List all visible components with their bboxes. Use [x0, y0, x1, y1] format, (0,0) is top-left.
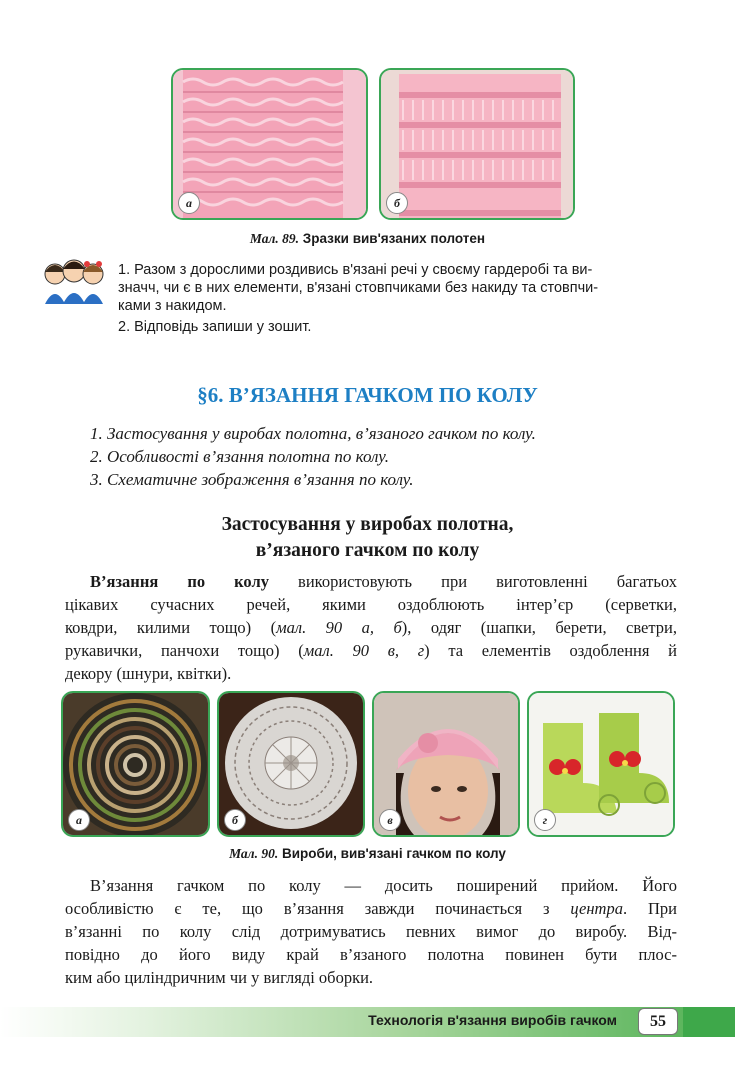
text-span: використовують при виготовленні багатьох	[268, 572, 677, 591]
task-line: значч, чи є в них елементи, в'язані стовпчиками без накиду та стовпчи-	[118, 280, 599, 296]
figure-label-a: а	[178, 192, 200, 214]
figure-89-caption	[0, 231, 735, 247]
text-span: ) та елементів оздоблення й	[424, 641, 677, 660]
footer-green-bar	[683, 1007, 735, 1037]
figure-90-image-a	[61, 691, 210, 837]
paragraph-line	[65, 570, 677, 593]
figure-90-caption	[0, 846, 735, 862]
figure-reference: мал. 90 а, б	[276, 618, 402, 637]
task-item-1	[118, 261, 680, 315]
figure-90-image-b	[217, 691, 365, 837]
figure-reference: мал. 90 в, г	[303, 641, 425, 660]
paragraph-2	[65, 874, 677, 989]
figure-89-image-a	[171, 68, 368, 220]
subheading-line: в’язаного гачком по колу	[255, 540, 480, 561]
page-number: 55	[638, 1008, 678, 1035]
task-line: 2. Відповідь запиши у зошит.	[118, 319, 312, 335]
figure-label-g: г	[534, 809, 556, 831]
emphasis: центра	[570, 899, 623, 918]
caption-number: Мал. 90.	[229, 846, 279, 861]
paragraph-line	[65, 897, 677, 920]
text-span: . При	[622, 899, 677, 918]
figure-90-image-c	[372, 691, 520, 837]
paragraph-line: декору (шнури, квітки).	[65, 664, 232, 683]
plan-item: 2. Особливості в’язання полотна по колу.	[90, 447, 389, 466]
plan-item: 1. Застосування у виробах полотна, в’язаного гачком по колу.	[90, 424, 536, 443]
lesson-plan	[90, 422, 536, 491]
subheading-line: Застосування у виробах полотна,	[221, 514, 514, 535]
text-span: особливістю є те, що в’язання завжди починається з	[65, 899, 571, 918]
text-span: ковдри, килими тощо) (	[65, 618, 277, 637]
paragraph-line: В’язання гачком по колу — досить поширений прийом. Його	[90, 876, 677, 895]
figure-label-b: б	[386, 192, 408, 214]
caption-number: Мал. 89.	[249, 231, 300, 246]
figure-90-image-d	[527, 691, 675, 837]
caption-text: Зразки вив'язаних полотен	[302, 231, 486, 246]
figure-label-a: а	[68, 809, 90, 831]
paragraph-line	[65, 639, 677, 662]
caption-text: Вироби, вив'язані гачком по колу	[281, 846, 506, 861]
task-line: 1. Разом з дорослими роздивись в'язані речі у своєму гардеробі та ви-	[118, 262, 593, 278]
paragraph-line: цікавих сучасних речей, якими оздоблюють інтер’єр (серветки,	[65, 595, 677, 614]
text-span: ), одяг (шапки, берети, светри,	[401, 618, 677, 637]
section-title: §6. В’ЯЗАННЯ ГАЧКОМ ПО КОЛУ	[197, 383, 538, 407]
figure-label-b: б	[224, 809, 246, 831]
figure-89-image-b	[379, 68, 575, 220]
subheading	[0, 512, 735, 564]
text-span: рукавички, панчохи тощо) (	[65, 641, 304, 660]
bold-term: В’язання по колу	[90, 572, 269, 591]
knitted-sample-a-image	[173, 70, 366, 218]
task-line: ками з накидом.	[118, 298, 227, 314]
paragraph-line: ким або циліндричним чи у вигляді оборки.	[65, 968, 374, 987]
paragraph-1	[65, 570, 677, 685]
footer-title: Технологія в'язання виробів гачком	[368, 1012, 617, 1028]
plan-item: 3. Схематичне зображення в’язання по колу.	[90, 470, 414, 489]
paragraph-line	[65, 616, 677, 639]
kids-icon	[41, 258, 107, 306]
figure-label-v: в	[379, 809, 401, 831]
task-item-2	[118, 318, 680, 336]
paragraph-line: повідно до його виду край в’язаного полотна повинен бути плос-	[65, 945, 677, 964]
knitted-sample-b-image	[381, 70, 573, 218]
paragraph-line: в’язанні по колу слід дотримуватись певних вимог до виробу. Від-	[65, 922, 677, 941]
